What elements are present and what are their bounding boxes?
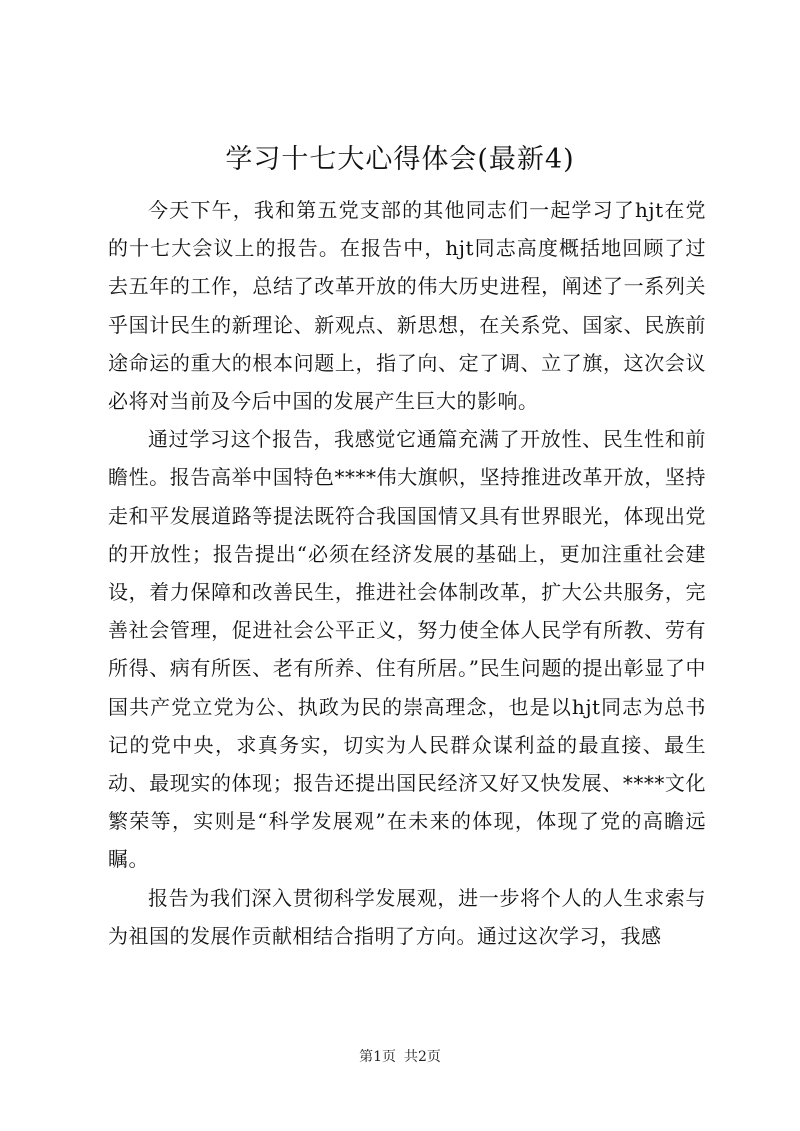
page-total: 共2页: [404, 1049, 441, 1065]
page-number: 第1页: [359, 1049, 396, 1065]
page-footer: [0, 1047, 800, 1067]
document-body: [108, 191, 706, 955]
paragraph-2: 通过学习这个报告，我感觉它通篇充满了开放性、民生性和前瞻性。报告高举中国特色****伟大旗帜，坚持推进改革开放，坚持走和平发展道路等提法既符合我国国情又具有世界眼光，体现出党的开放性；报告提出“必须在经济发展的基础上，更加注重社会建设，着力保障和改善民生，推进社会体制改革，扩大公共服务，完善社会管理，促进社会公平正义，努力使全体人民学有所教、劳有所得、病有所医、老有所养、住有所居。”民生问题的提出彰显了中国共产党立党为公、执政为民的崇高理念，也是以hjt同志为总书记的党中央，求真务实，切实为人民群众谋利益的最直接、最生动、最现实的体现；报告还提出国民经济又好又快发展、****文化繁荣等，实则是“科学发展观”在未来的体现，体现了党的高瞻远瞩。: [108, 427, 706, 872]
document-title: 学习十七大心得体会(最新4): [225, 144, 575, 175]
paragraph-1: 今天下午，我和第五党支部的其他同志们一起学习了hjt在党的十七大会议上的报告。在报告中，hjt同志高度概括地回顾了过去五年的工作，总结了改革开放的伟大历史进程，阐述了一系列关乎国计民生的新理论、新观点、新思想，在关系党、国家、民族前途命运的重大的根本问题上，指了向、定了调、立了旗，这次会议必将对当前及今后中国的发展产生巨大的影响。: [108, 198, 706, 414]
paragraph-3: 报告为我们深入贯彻科学发展观，进一步将个人的人生求索与为祖国的发展作贡献相结合指明了方向。通过这次学习，我感: [108, 885, 706, 948]
